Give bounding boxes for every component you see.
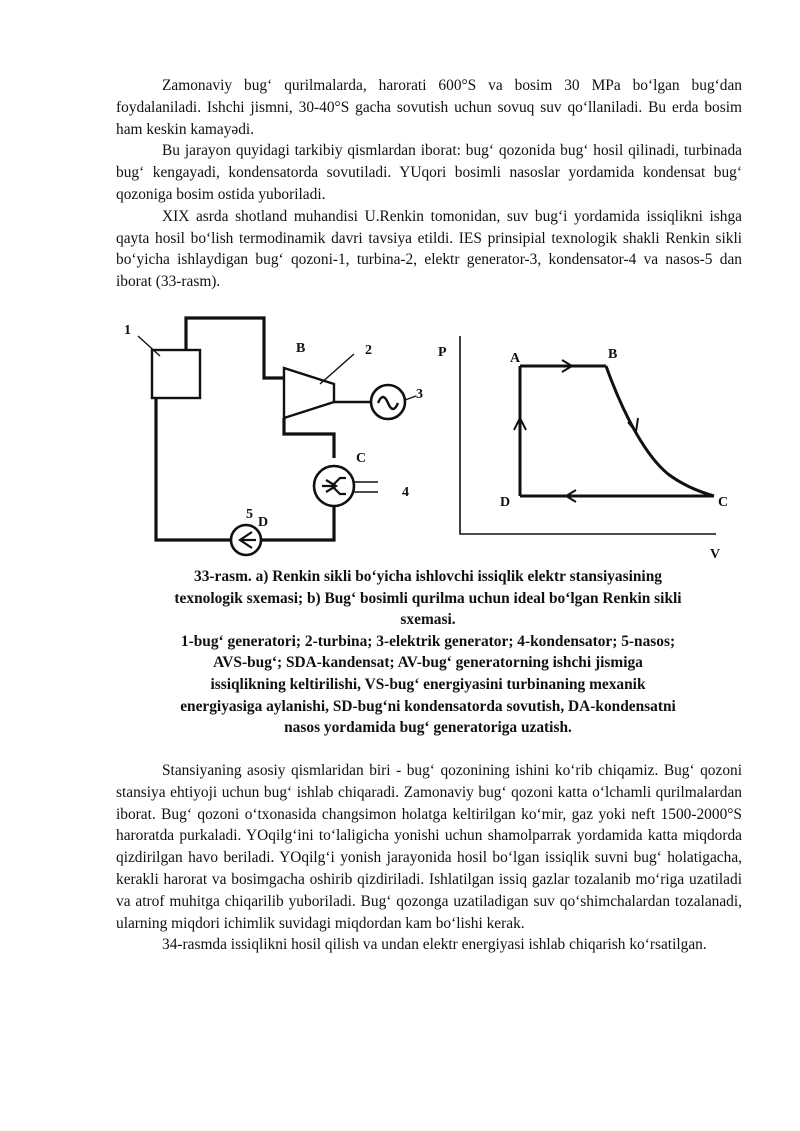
body-text [116,760,742,956]
paragraph: Bu jarayon quyidagi tarkibiy qismlardan iborat: bug‘ qozonida bug‘ hosil qilinadi, turbinada bug‘ kengayadi, kondensatorda sovutiladi. YUqori bosimli nasoslar yordamida kondensat bug‘ qozoniga bosim ostida yuboriladi. [116,142,742,203]
figure-33 [116,306,746,568]
process-bc [606,366,714,496]
paragraph: XIX asrda shotland muhandisi U.Renkin tomonidan, suv bug‘i yordamida issiqlikni ishga qayta hosil bo‘lish termodinamik davri tavsiya etildi. IES prinsipial texnologik shakli Renkin sikli bo‘yicha ishlaydigan bug‘ qozoni-1, turbina-2, elektr generator-3, kondensator-4 va nasos-5 dan iborat (33-rasm). [116,207,742,291]
caption-line: issiqlikning keltirilishi, VS-bug‘ energiyasini turbinaning mexanik [210,675,646,693]
figure-svg [116,306,746,568]
label-c: C [718,495,729,510]
label-pump: 5 [246,507,253,522]
label-pump-d: D [258,515,269,530]
caption-line: texnologik sxemasi; b) Bug‘ bosimli qurilma uchun ideal bo‘lgan Renkin sikli [174,589,682,607]
label-b: B [608,347,618,362]
intro-text [116,75,742,293]
turbine [284,368,334,418]
caption-line: sxemasi. [400,611,456,629]
caption-line: energiyasiga aylanishi, SD-bug‘ni kondensatorda sovutish, DA-kondensatni [180,697,676,715]
label-p-axis: P [438,345,447,360]
label-a: A [510,351,521,366]
label-condenser-c: C [356,451,367,466]
paragraph: 34-rasmda issiqlikni hosil qilish va undan elektr energiyasi ishlab chiqarish ko‘rsatilgan. [162,936,707,954]
label-turbine: 2 [365,343,372,358]
figure-caption [108,566,748,739]
label-v-axis: V [710,547,721,562]
rankine-pv-diagram [460,336,716,534]
label-steam-b: B [296,341,306,356]
label-boiler: 1 [124,323,131,338]
label-d: D [500,495,511,510]
label-generator: 3 [416,387,423,402]
caption-line: AVS-bug‘; SDA-kandensat; AV-bug‘ generatorning ishchi jismiga [213,654,643,672]
boiler-box [152,350,200,398]
caption-line: nasos yordamida bug‘ generatoriga uzatish. [284,719,572,737]
paragraph: Zamonaviy bug‘ qurilmalarda, harorati 600°S va bosim 30 MPa bo‘lgan bug‘dan foydalaniladi. Ishchi jismni, 30-40°S gacha sovutish uchun sovuq suv qo‘llaniladi. Bu erda bosim ham keskin kamayədi. [116,77,742,138]
power-plant-scheme [138,318,416,555]
caption-line: 33-rasm. a) Renkin sikli bo‘yicha ishlovchi issiqlik elektr stansiyasining [194,568,662,585]
paragraph: Stansiyaning asosiy qismlaridan biri - bug‘ qozonining ishini ko‘rib chiqamiz. Bug‘ qozoni stansiya ehtiyoji uchun bug‘ ishlab chiqaradi. Zamonaviy bug‘ qozoni katta o‘lchamli qurilmalardan iborat. Bug‘ qozoni o‘txonasida changsimon holatga keltirilgan ko‘mir, gaz yoki neft 1500-2000°S haroratda purkaladi. YOqilg‘ini to‘laligicha yonishi uchun shamolparrak yordamida katta miqdorda qizdirilgan havo beriladi. YOqilg‘i yonish jarayonida hosil bo‘lgan issiqlik suvni bug‘ holatigacha, kerakli harorat va bosimgacha oshirib qizdiriladi. Ishlatilgan issiq gazlar tozalanib mo‘riga uzatiladi va atrof muhitga chiqarilib yuboriladi. Bug‘ qozonga uzatiladigan suv qo‘shimchalardan tozalanadi, ularning miqdori ichimlik suvidagi miqdordan kam bo‘lishi kerak. [116,762,742,932]
caption-line: 1-bug‘ generatori; 2-turbina; 3-elektrik generator; 4-kondensator; 5-nasos; [180,632,676,650]
label-condenser: 4 [402,485,409,500]
